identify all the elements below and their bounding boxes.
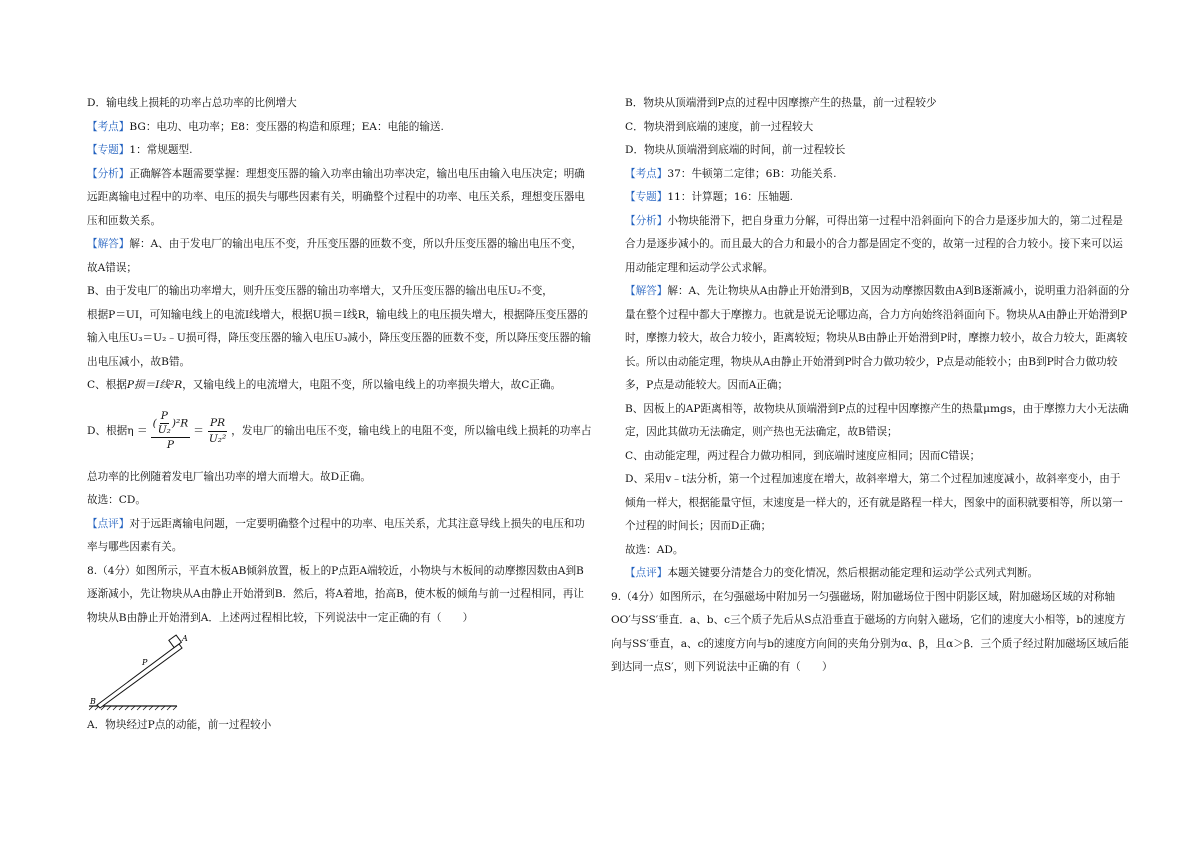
answer-d-para-2: D、采用v﹣t法分析，第一个过程加速度在增大，故斜率增大，第二个过程加速度减小，故斜率变小，由于倾角一样大，根据能量守恒，末速度是一样大的，还有就是路程一样大，图象中的面积就要相等，所以第一个过程的时间长；因而D正确； xyxy=(625,473,1123,532)
label-b: B xyxy=(90,697,96,706)
answer-select-2: 故选：AD。 xyxy=(625,543,684,556)
fenxi-text-2: 小物块能滑下，把自身重力分解，可得出第一过程中沿斜面向下的合力是逐步加大的，第二过程是合力是逐步减小的。而且最大的合力和最小的合力都是固定不变的，故第一过程的合力较小。接下来可以运用动能定理和运动学公式求解。 xyxy=(625,214,1123,274)
q8-option-d: D．物块从顶端滑到底端的时间，前一过程较长 xyxy=(625,144,846,156)
zhuanti-line-2 xyxy=(625,186,1130,210)
zhuanti-text-2: 11：计算题；16：压轴题. xyxy=(667,191,794,203)
simplified-numerator: PR xyxy=(208,416,227,432)
kaodian-line-2 xyxy=(625,163,1130,187)
answer-c-line xyxy=(87,374,592,398)
jieda-para-2 xyxy=(625,280,1130,398)
dianping-para-2 xyxy=(625,562,1130,586)
kaodian-text-2: 37：牛顿第二定律；6B：功能关系. xyxy=(667,167,837,180)
kaodian-text: BG：电功、电功率；E8：变压器的构造和原理；EA：电能的输送. xyxy=(129,120,444,133)
zhuanti-line xyxy=(87,139,592,163)
dianping-text-2: 本题关键要分清楚合力的变化情况，然后根据动能定理和运动学公式列式判断。 xyxy=(667,567,1039,579)
kaodian-line xyxy=(87,116,592,140)
jieda-tag: 【解答】 xyxy=(87,238,130,250)
kaodian-tag: 【考点】 xyxy=(87,120,130,133)
fenxi-tag: 【分析】 xyxy=(87,167,130,180)
fenxi-tag-2: 【分析】 xyxy=(625,214,668,227)
jieda-text-2: 解：A、先让物块从A由静止开始滑到B，又因为动摩擦因数由A到B逐渐减小，说明重力沿斜面的分量在整个过程中都大于摩擦力。也就是说无论哪边高，合力方向始终沿斜面向下。物块从A由静止开始滑到P时，摩擦力较大，故合力较小，距离较短；物块从B由静止开始滑到P时，摩擦力较小，故合力较大，距离较长。所以由动能定理，物块从A由静止开始滑到P时合力做功较少，P点是动能较小；由B到P时合力做功较多，P点是动能较大。因而A正确； xyxy=(625,285,1130,391)
option-d-text: D．输电线上损耗的功率占总功率的比例增大 xyxy=(87,97,297,109)
equals-sign: ＝ xyxy=(193,424,204,437)
efficiency-numerator: ( $\frac{P}{\text{U₂}}$ )²R xyxy=(152,410,189,436)
answer-c-suffix: ，又输电线上的电流增大，电阻不变，所以输电线上的功率损失增大，故C正确。 xyxy=(182,379,562,391)
zhuanti-text: 1：常规题型. xyxy=(129,144,193,156)
answer-c-prefix: C、根据 xyxy=(87,379,127,391)
answer-select: 故选：CD。 xyxy=(87,494,146,506)
answer-d-prefix: D、根据η ＝ xyxy=(87,424,148,437)
dianping-text: 对于远距离输电问题，一定要明确整个过程中的功率、电压关系，尤其注意导线上损失的电压和功率与哪些因素有关。 xyxy=(87,517,585,553)
dianping-tag-2: 【点评】 xyxy=(625,567,668,579)
inner-den: U₂ xyxy=(157,424,171,436)
efficiency-denominator: P xyxy=(166,439,174,451)
simplified-fraction xyxy=(207,416,228,447)
inner-num: P xyxy=(160,410,168,422)
label-p: P xyxy=(142,658,148,667)
answer-b-para-2: B、因板上的AP距离相等，故物块从顶端滑到P点的过程中因摩擦产生的热量μmgs，由于摩擦力大小无法确定，因此其做功无法确定，则产热也无法确定，故B错误； xyxy=(625,402,1129,438)
efficiency-fraction xyxy=(151,410,191,453)
dianping-tag: 【点评】 xyxy=(87,517,130,530)
incline-diagram xyxy=(87,632,207,712)
label-a: A xyxy=(182,634,188,643)
power-loss-formula: P损＝I线²R xyxy=(126,379,183,391)
zhuanti-tag-2: 【专题】 xyxy=(625,191,668,203)
jieda-para xyxy=(87,233,592,280)
q8-option-a: A．物块经过P点的动能，前一过程较小 xyxy=(87,719,272,731)
inner-fraction xyxy=(157,410,172,437)
left-column xyxy=(87,92,592,738)
zhuanti-tag: 【专题】 xyxy=(87,144,130,156)
question-9: 9.（4分）如图所示，在匀强磁场中附加另一匀强磁场，附加磁场位于图中阴影区域，附加磁场区域的对称轴OO′与SS′垂直．a、b、c三个质子先后从S点沿垂直于磁场的方向射入磁场，它们的速度大小相等，b的速度方向与SS′垂直，a、c的速度方向与b的速度方向间的夹角分别为α、β，且α＞β．三个质子经过附加磁场区域后能到达同一点S′，则下列说法中正确的有（ ） xyxy=(611,590,1129,673)
answer-b-line1: B、由于发电厂的输出功率增大，则升压变压器的输出功率增大，又升压变压器的输出电压U₂不变， xyxy=(87,285,553,297)
answer-c-para-2: C、由动能定理，两过程合力做功相同，到底端时速度应相同；因而C错误； xyxy=(625,449,981,462)
fenxi-para-2 xyxy=(625,210,1130,281)
question-8: 8.（4分）如图所示，平直木板AB倾斜放置，板上的P点距A端较近，小物块与木板间的动摩擦因数由A到B逐渐减小，先让物块从A由静止开始滑到B．然后，将A着地，抬高B，使木板的倾角与前一过程相同，再让物块从B由静止开始滑到A．上述两过程相比较，下列说法中一定正确的有（ ） xyxy=(87,564,584,624)
kaodian-tag-2: 【考点】 xyxy=(625,167,668,180)
right-column xyxy=(611,92,1130,680)
q8-option-c: C．物块滑到底端的速度，前一过程较大 xyxy=(625,120,814,133)
q8-option-b: B．物块从顶端滑到P点的过程中因摩擦产生的热量，前一过程较少 xyxy=(625,97,937,109)
numerator-tail: )²R xyxy=(171,417,189,430)
simplified-denominator: U₂² xyxy=(208,433,227,445)
efficiency-formula-row xyxy=(87,398,592,466)
jieda-text: 解：A、由于发电厂的输出电压不变，升压变压器的匝数不变，所以升压变压器的输出电压不变，故A错误； xyxy=(87,238,582,274)
dianping-para xyxy=(87,513,592,560)
answer-b-para: 根据P＝UI，可知输电线上的电流I线增大，根据U损＝I线R，输电线上的电压损失增大，根据降压变压器的输入电压U₃＝U₂﹣U损可得，降压变压器的输入电压U₃减小，降压变压器的匝数不变，所以降压变压器的输出电压减小，故B错。 xyxy=(87,308,591,368)
jieda-tag-2: 【解答】 xyxy=(625,285,668,297)
fenxi-para xyxy=(87,163,592,234)
answer-d-suffix: ，发电厂的输出电压不变，输电线上的电阻不变，所以输电线上损耗的功率占 xyxy=(231,424,592,437)
fenxi-text: 正确解答本题需要掌握：理想变压器的输入功率由输出功率决定，输出电压由输入电压决定；明确远距离输电过程中的功率、电压的损失与哪些因素有关，明确整个过程中的功率、电压关系，理想变压器电压和匝数关系。 xyxy=(87,167,585,227)
incline-figure xyxy=(87,632,207,712)
answer-d-conclusion: 总功率的比例随着发电厂输出功率的增大而增大。故D正确。 xyxy=(87,470,371,483)
